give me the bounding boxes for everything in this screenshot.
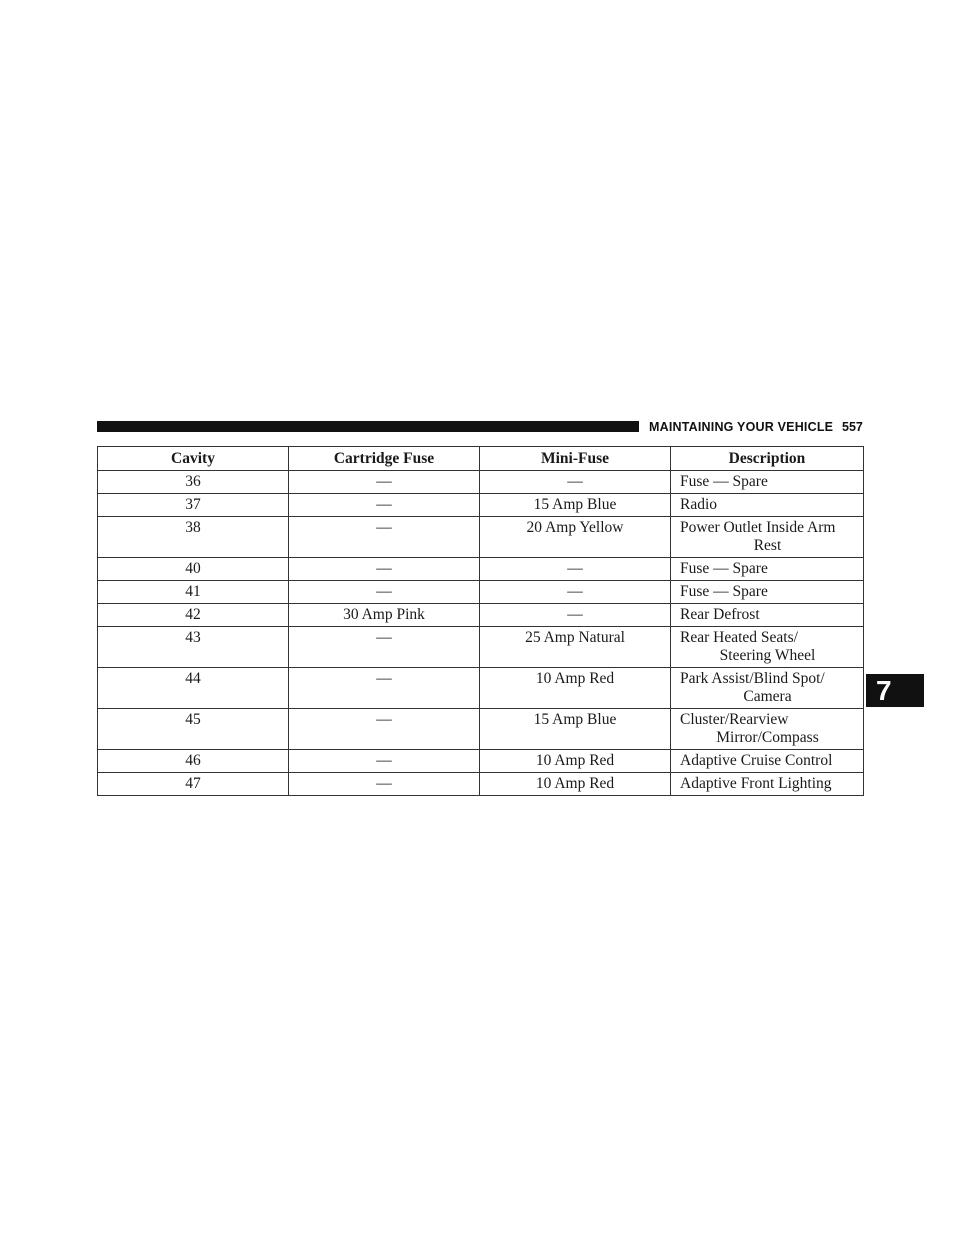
- table-row: [98, 494, 864, 517]
- description-line: Mirror/Compass: [716, 729, 819, 746]
- description-line: Park Assist/Blind Spot/: [680, 670, 825, 687]
- cell-cavity: 41: [98, 581, 289, 604]
- table-row: [98, 517, 864, 558]
- cell-mini-fuse: 15 Amp Blue: [480, 494, 671, 517]
- table-row: [98, 604, 864, 627]
- cell-cavity: 37: [98, 494, 289, 517]
- cell-cartridge-fuse: 30 Amp Pink: [289, 604, 480, 627]
- description-line: Rear Heated Seats/: [680, 629, 798, 646]
- description-line: Steering Wheel: [719, 647, 816, 664]
- cell-description: [671, 558, 864, 581]
- description-line: Adaptive Cruise Control: [680, 752, 833, 769]
- cell-mini-fuse: —: [480, 558, 671, 581]
- cell-mini-fuse: 10 Amp Red: [480, 750, 671, 773]
- description-line: Rest: [753, 537, 782, 554]
- description-line: Power Outlet Inside Arm: [680, 519, 836, 536]
- cell-cavity: 40: [98, 558, 289, 581]
- cell-cavity: 45: [98, 709, 289, 750]
- cell-cartridge-fuse: —: [289, 627, 480, 668]
- table-row: [98, 558, 864, 581]
- column-header-description: Description: [671, 447, 864, 471]
- cell-cavity: 38: [98, 517, 289, 558]
- table-row: [98, 471, 864, 494]
- table-header-row: [98, 447, 864, 471]
- cell-description: [671, 471, 864, 494]
- table-row: [98, 668, 864, 709]
- table-row: [98, 773, 864, 796]
- cell-cavity: 36: [98, 471, 289, 494]
- table-row: [98, 627, 864, 668]
- cell-cartridge-fuse: —: [289, 750, 480, 773]
- table-row: [98, 581, 864, 604]
- description-line: Radio: [680, 496, 718, 513]
- page-number: 557: [842, 420, 863, 434]
- description-line: Fuse — Spare: [680, 560, 768, 577]
- cell-cavity: 42: [98, 604, 289, 627]
- column-header-cartridge-fuse: Cartridge Fuse: [289, 447, 480, 471]
- cell-mini-fuse: 25 Amp Natural: [480, 627, 671, 668]
- chapter-tab: 7: [866, 674, 924, 707]
- cell-mini-fuse: —: [480, 604, 671, 627]
- cell-cavity: 47: [98, 773, 289, 796]
- description-line: Rear Defrost: [680, 606, 760, 623]
- cell-cartridge-fuse: —: [289, 709, 480, 750]
- table-body: [98, 471, 864, 796]
- table-row: [98, 709, 864, 750]
- cell-description: [671, 750, 864, 773]
- cell-mini-fuse: 10 Amp Red: [480, 773, 671, 796]
- cell-cavity: 44: [98, 668, 289, 709]
- description-line: Adaptive Front Lighting: [680, 775, 832, 792]
- cell-cartridge-fuse: —: [289, 773, 480, 796]
- description-line: Camera: [743, 688, 792, 705]
- cell-description: [671, 709, 864, 750]
- cell-description: [671, 581, 864, 604]
- cell-cartridge-fuse: —: [289, 581, 480, 604]
- cell-cartridge-fuse: —: [289, 668, 480, 709]
- cell-cartridge-fuse: —: [289, 494, 480, 517]
- cell-mini-fuse: 15 Amp Blue: [480, 709, 671, 750]
- section-title: MAINTAINING YOUR VEHICLE: [649, 420, 834, 434]
- cell-description: [671, 773, 864, 796]
- header-rule: [97, 421, 639, 432]
- cell-description: [671, 604, 864, 627]
- cell-cartridge-fuse: —: [289, 471, 480, 494]
- fuse-table: [97, 446, 864, 796]
- cell-mini-fuse: 20 Amp Yellow: [480, 517, 671, 558]
- cell-description: [671, 494, 864, 517]
- cell-description: [671, 627, 864, 668]
- description-line: Fuse — Spare: [680, 473, 768, 490]
- cell-mini-fuse: 10 Amp Red: [480, 668, 671, 709]
- cell-description: [671, 668, 864, 709]
- description-line: Fuse — Spare: [680, 583, 768, 600]
- cell-cavity: 46: [98, 750, 289, 773]
- cell-cartridge-fuse: —: [289, 558, 480, 581]
- description-line: Cluster/Rearview: [680, 711, 789, 728]
- cell-mini-fuse: —: [480, 471, 671, 494]
- cell-description: [671, 517, 864, 558]
- table-row: [98, 750, 864, 773]
- cell-cartridge-fuse: —: [289, 517, 480, 558]
- column-header-mini-fuse: Mini-Fuse: [480, 447, 671, 471]
- cell-mini-fuse: —: [480, 581, 671, 604]
- column-header-cavity: Cavity: [98, 447, 289, 471]
- cell-cavity: 43: [98, 627, 289, 668]
